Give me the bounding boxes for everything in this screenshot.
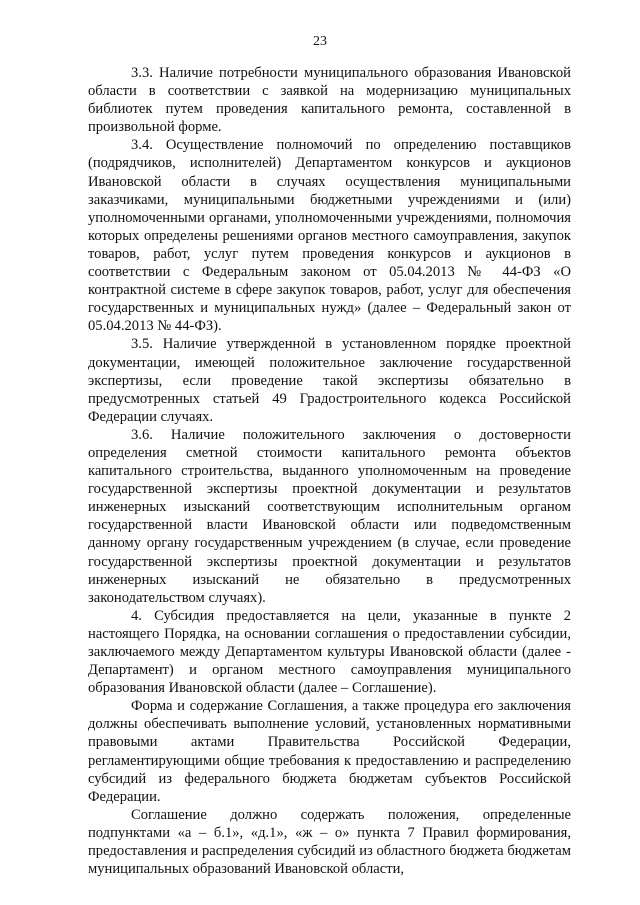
page-number: 23	[313, 34, 327, 49]
paragraph-3-3: 3.3. Наличие потребности муниципального образования Ивановской области в соответствии с заявкой на модернизацию муниципальных библиотек путем проведения капитального ремонта, составленной в произвольной форме.	[88, 65, 571, 136]
paragraph-4: 4. Субсидия предоставляется на цели, указанные в пункте 2 настоящего Порядка, на основании соглашения о предоставлении субсидии, заключаемого между Департаментом культуры Ивановской области (далее - Департамент) и органом местного самоуправления муниципального образования Ивановской области (далее – Соглашение).	[88, 607, 571, 697]
paragraph-3-4: 3.4. Осуществление полномочий по определению поставщиков (подрядчиков, исполнителей) Департаментом конкурсов и аукционов Ивановской области в случаях осуществления муниципальными заказчиками, муниципальными бюджетными учреждениями и (или) уполномоченными органами, уполномоченными учреждениями, полномочия которых определены решениями органов местного самоуправления, закупок товаров, работ, услуг путем проведения конкурсов и аукционов в соответствии с Федеральным законом от 05.04.2013 № 44-ФЗ «О контрактной системе в сфере закупок товаров, работ, услуг для обеспечения государственных и муниципальных нужд» (далее – Федеральный закон от 05.04.2013 № 44-ФЗ).	[88, 137, 571, 335]
paragraph-3-6: 3.6. Наличие положительного заключения о достоверности определения сметной стоимости капитального ремонта объектов капитального строительства, выданного уполномоченным на проведение государственной экспертизы проектной документации и результатов инженерных изысканий соответствующим исполнительным органом государственной власти Ивановской области или подведомственным данному органу государственным учреждением (в случае, если проведение государственной экспертизы проектной документации и результатов инженерных изысканий не обязательно в предусмотренных законодательством случаях).	[88, 426, 571, 606]
paragraph-3-5: 3.5. Наличие утвержденной в установленном порядке проектной документации, имеющей положительное заключение государственной экспертизы, если проведение такой экспертизы обязательно в предусмотренных статьей 49 Градостроительного кодекса Российской Федерации случаях.	[88, 336, 571, 425]
document-body	[88, 64, 571, 878]
paragraph-agreement-form: Форма и содержание Соглашения, а также процедура его заключения должны обеспечивать выполнение условий, установленных нормативными правовыми актами Правительства Российской Федерации, регламентирующими общие требования к предоставлению и распределению субсидий из федерального бюджета бюджетам субъектов Российской Федерации.	[88, 698, 571, 805]
paragraph-agreement-content: Соглашение должно содержать положения, определенные подпунктами «а – б.1», «д.1», «ж – о» пункта 7 Правил формирования, предоставления и распределения субсидий из областного бюджета бюджетам муниципальных образований Ивановской области,	[88, 806, 571, 878]
